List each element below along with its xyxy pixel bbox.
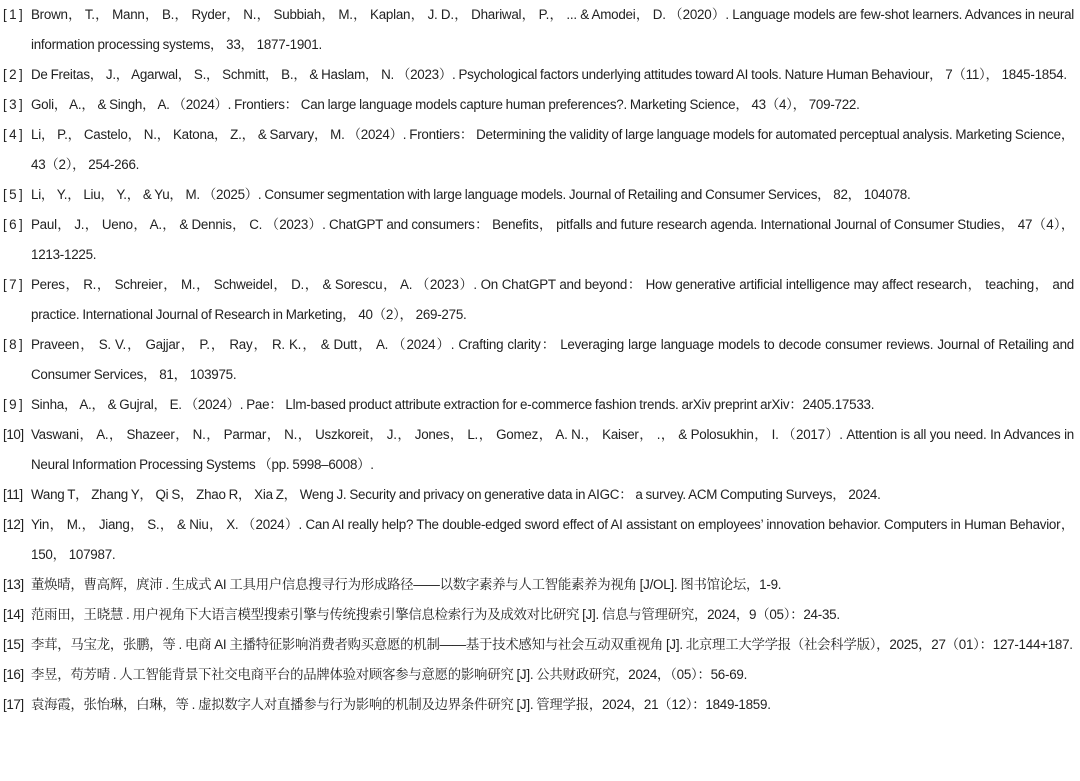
reference-number: [ 3 ] — [3, 97, 23, 112]
reference-text: Li， Y.， Liu， Y.， & Yu， M. （2025）. Consumer segmentation with large language models. Journal of Retailing and Consumer Services， 82， 104078. — [31, 187, 911, 202]
reference-text: Praveen， S. V.， Gajjar， P.， Ray， R. K.， & Dutt， A. （2024）. Crafting clarity： Leveraging large language models to decode consumer reviews. Journal of Retailing and Consumer Services， 81， 103975. — [31, 337, 1074, 382]
reference-text: Brown， T.， Mann， B.， Ryder， N.， Subbiah， M.， Kaplan， J. D.， Dhariwal， P.， ... & Amodei， D. （2020）. Language models are few-shot learners. Advances in neural information processing systems， 33， 1877-1901. — [31, 7, 1074, 52]
reference-text: Vaswani， A.， Shazeer， N.， Parmar， N.， Uszkoreit， J.， Jones， L.， Gomez， A. N.， Kaiser， .， & Polosukhin， I. （2017）. Attention is all you need. In Advances in Neural Information Processing Systems （pp. 5998–6008）. — [31, 427, 1074, 472]
reference-number: [17] — [3, 697, 24, 712]
reference-number: [14] — [3, 607, 24, 622]
reference-number: [ 6 ] — [3, 217, 23, 232]
reference-text: 李茸，马宝龙，张鹏，等 . 电商 AI 主播特征影响消费者购买意愿的机制——基于技术感知与社会互动双重视角 [J]. 北京理工大学学报（社会科学版），2025，27（01）：127-144+187. — [31, 637, 1073, 652]
reference-number: [ 8 ] — [3, 337, 23, 352]
reference-item-11 — [0, 480, 1074, 510]
reference-text: 李昱，苟芳晴 . 人工智能背景下社交电商平台的品牌体验对顾客参与意愿的影响研究 [J]. 公共财政研究，2024，（05）：56-69. — [31, 667, 748, 682]
reference-text: Peres， R.， Schreier， M.， Schweidel， D.， & Sorescu， A. （2023）. On ChatGPT and beyond： How generative artificial intelligence may affect research， teaching， and practice. International Journal of Research in Marketing， 40（2）， 269-275. — [31, 277, 1074, 322]
reference-number: [16] — [3, 667, 24, 682]
reference-item-10 — [0, 420, 1074, 480]
reference-item-7 — [0, 270, 1074, 330]
reference-text: 范雨田，王晓慧 . 用户视角下大语言模型搜索引擎与传统搜索引擎信息检索行为及成效对比研究 [J]. 信息与管理研究，2024，9（05）：24-35. — [31, 607, 840, 622]
reference-number: [11] — [3, 487, 23, 502]
reference-number: [ 9 ] — [3, 397, 23, 412]
reference-item-15 — [0, 630, 1074, 660]
reference-text: Goli， A.， & Singh， A. （2024）. Frontiers： Can large language models capture human preferences?. Marketing Science， 43（4）， 709-722. — [31, 97, 860, 112]
reference-text: 董焕晴，曹高辉，庹沛 . 生成式 AI 工具用户信息搜寻行为形成路径——以数字素养与人工智能素养为视角 [J/OL]. 图书馆论坛，1-9. — [31, 577, 782, 592]
reference-text: Li， P.， Castelo， N.， Katona， Z.， & Sarvary， M. （2024）. Frontiers： Determining the validity of large language models for automated perceptual analysis. Marketing Science， 43（2）， 254-266. — [31, 127, 1074, 172]
reference-item-17 — [0, 690, 1074, 720]
reference-item-16 — [0, 660, 1074, 690]
reference-number: [ 2 ] — [3, 67, 23, 82]
reference-text: Paul， J.， Ueno， A.， & Dennis， C. （2023）. ChatGPT and consumers： Benefits， pitfalls and future research agenda. International Journal of Consumer Studies， 47（4）， 1213-1225. — [31, 217, 1074, 262]
reference-item-4 — [0, 120, 1074, 180]
reference-number: [ 7 ] — [3, 277, 23, 292]
reference-number: [15] — [3, 637, 24, 652]
reference-item-6 — [0, 210, 1074, 270]
reference-item-3 — [0, 90, 1074, 120]
reference-item-8 — [0, 330, 1074, 390]
reference-number: [ 4 ] — [3, 127, 23, 142]
reference-item-14 — [0, 600, 1074, 630]
reference-item-2 — [0, 60, 1074, 90]
reference-text: Yin， M.， Jiang， S.， & Niu， X. （2024）. Can AI really help? The double-edged sword effect of AI assistant on employees’ innovation behavior. Computers in Human Behavior， 150， 107987. — [31, 517, 1074, 562]
reference-item-1 — [0, 0, 1074, 60]
reference-item-9 — [0, 390, 1074, 420]
reference-text: De Freitas， J.， Agarwal， S.， Schmitt， B.， & Haslam， N. （2023）. Psychological factors underlying attitudes toward AI tools. Nature Human Behaviour， 7（11）， 1845-1854. — [31, 67, 1067, 82]
reference-text: Wang T， Zhang Y， Qi S， Zhao R， Xia Z， Weng J. Security and privacy on generative data in AIGC： a survey. ACM Computing Surveys， 2024. — [31, 487, 881, 502]
reference-number: [10] — [3, 427, 24, 442]
reference-number: [12] — [3, 517, 24, 532]
reference-number: [13] — [3, 577, 24, 592]
reference-item-13 — [0, 570, 1074, 600]
reference-number: [ 5 ] — [3, 187, 23, 202]
reference-item-5 — [0, 180, 1074, 210]
reference-number: [ 1 ] — [3, 7, 23, 22]
reference-text: 袁海霞，张怡琳，白琳，等 . 虚拟数字人对直播参与行为影响的机制及边界条件研究 [J]. 管理学报，2024，21（12）：1849-1859. — [31, 697, 771, 712]
reference-text: Sinha， A.， & Gujral， E. （2024）. Pae： Llm-based product attribute extraction for e-commerce fashion trends. arXiv preprint arXiv：2405.17533. — [31, 397, 875, 412]
reference-item-12 — [0, 510, 1074, 570]
